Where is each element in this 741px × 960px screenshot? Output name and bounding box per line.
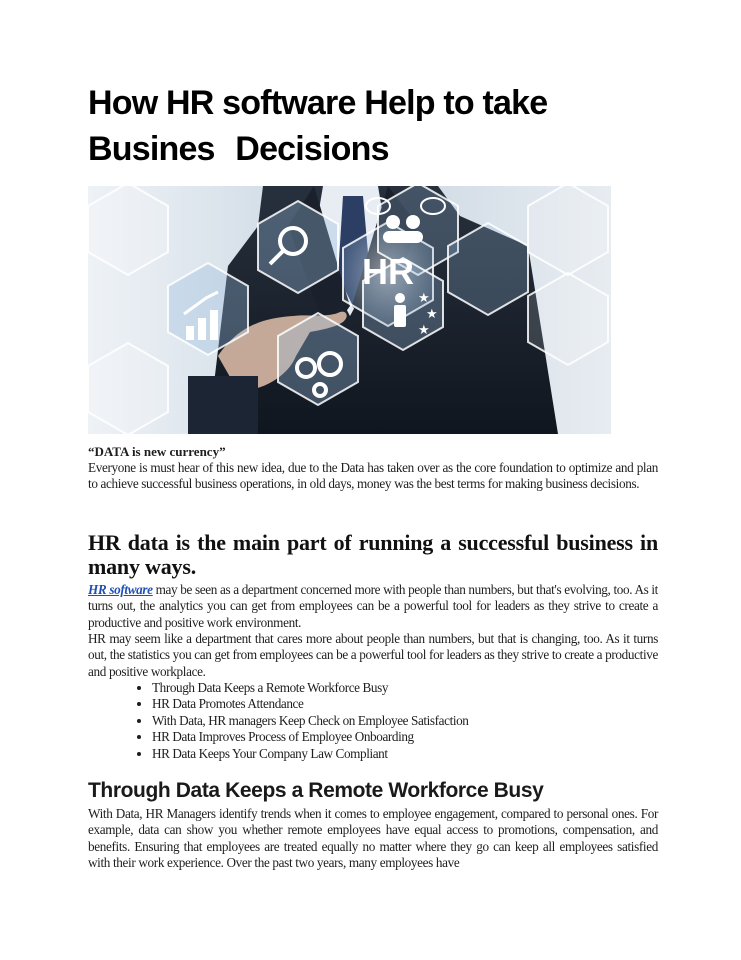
section1-paragraph-2: HR may seem like a department that cares more about people than numbers, but that is changing, too. As it turns out, the statistics you can get from employees can be a powerful tool for leaders as they strive to create a productive and positive workplace. [88, 631, 658, 679]
hero-hr-label: HR [362, 251, 414, 292]
svg-text:★: ★ [418, 291, 430, 306]
list-item: • HR Data Promotes Attendance [152, 696, 468, 712]
section1-heading: HR data is the main part of running a successful business in many ways. [88, 530, 658, 579]
section2-heading: Through Data Keeps a Remote Workforce Busy [88, 779, 544, 802]
intro-paragraph: Everyone is must hear of this new idea, due to the Data has taken over as the core foundation to optimize and plan to achieve successful business operations, in old days, money was the best terms for making business decisions. [88, 460, 658, 492]
svg-text:★: ★ [418, 323, 430, 338]
list-item: • HR Data Improves Process of Employee Onboarding [152, 729, 468, 745]
section1-paragraph-1-text: may be seen as a department concerned more with people than numbers, but that's evolving, too. As it turns out, the analytics you can get from employees can be a powerful tool for leaders as they strive to create a productive and positive work environment. [88, 582, 658, 630]
list-item: • With Data, HR managers Keep Check on Employee Satisfaction [152, 713, 468, 729]
title-line-1: How HR software Help to take [88, 84, 548, 122]
hero-image [88, 186, 611, 434]
list-item: • HR Data Keeps Your Company Law Compliant [152, 746, 468, 762]
benefits-list [128, 680, 468, 762]
section2-paragraph: With Data, HR Managers identify trends when it comes to employee engagement, compared to personal ones. For example, data can show you whether remote employees have equal access to promotions, compensation, and benefits. Ensuring that employees are treated equally no matter where they go can keep all employees satisfied with their work experience. Over the past two years, many employees have [88, 806, 658, 871]
section1-paragraph-1 [88, 582, 658, 631]
quote-text: “DATA is new currency” [88, 444, 226, 459]
title-line-2: Busines Decisions [88, 130, 389, 168]
page-title [88, 80, 688, 172]
hr-software-link[interactable]: HR software [88, 582, 153, 597]
svg-text:★: ★ [426, 307, 438, 322]
list-item: • Through Data Keeps a Remote Workforce Busy [152, 680, 468, 696]
